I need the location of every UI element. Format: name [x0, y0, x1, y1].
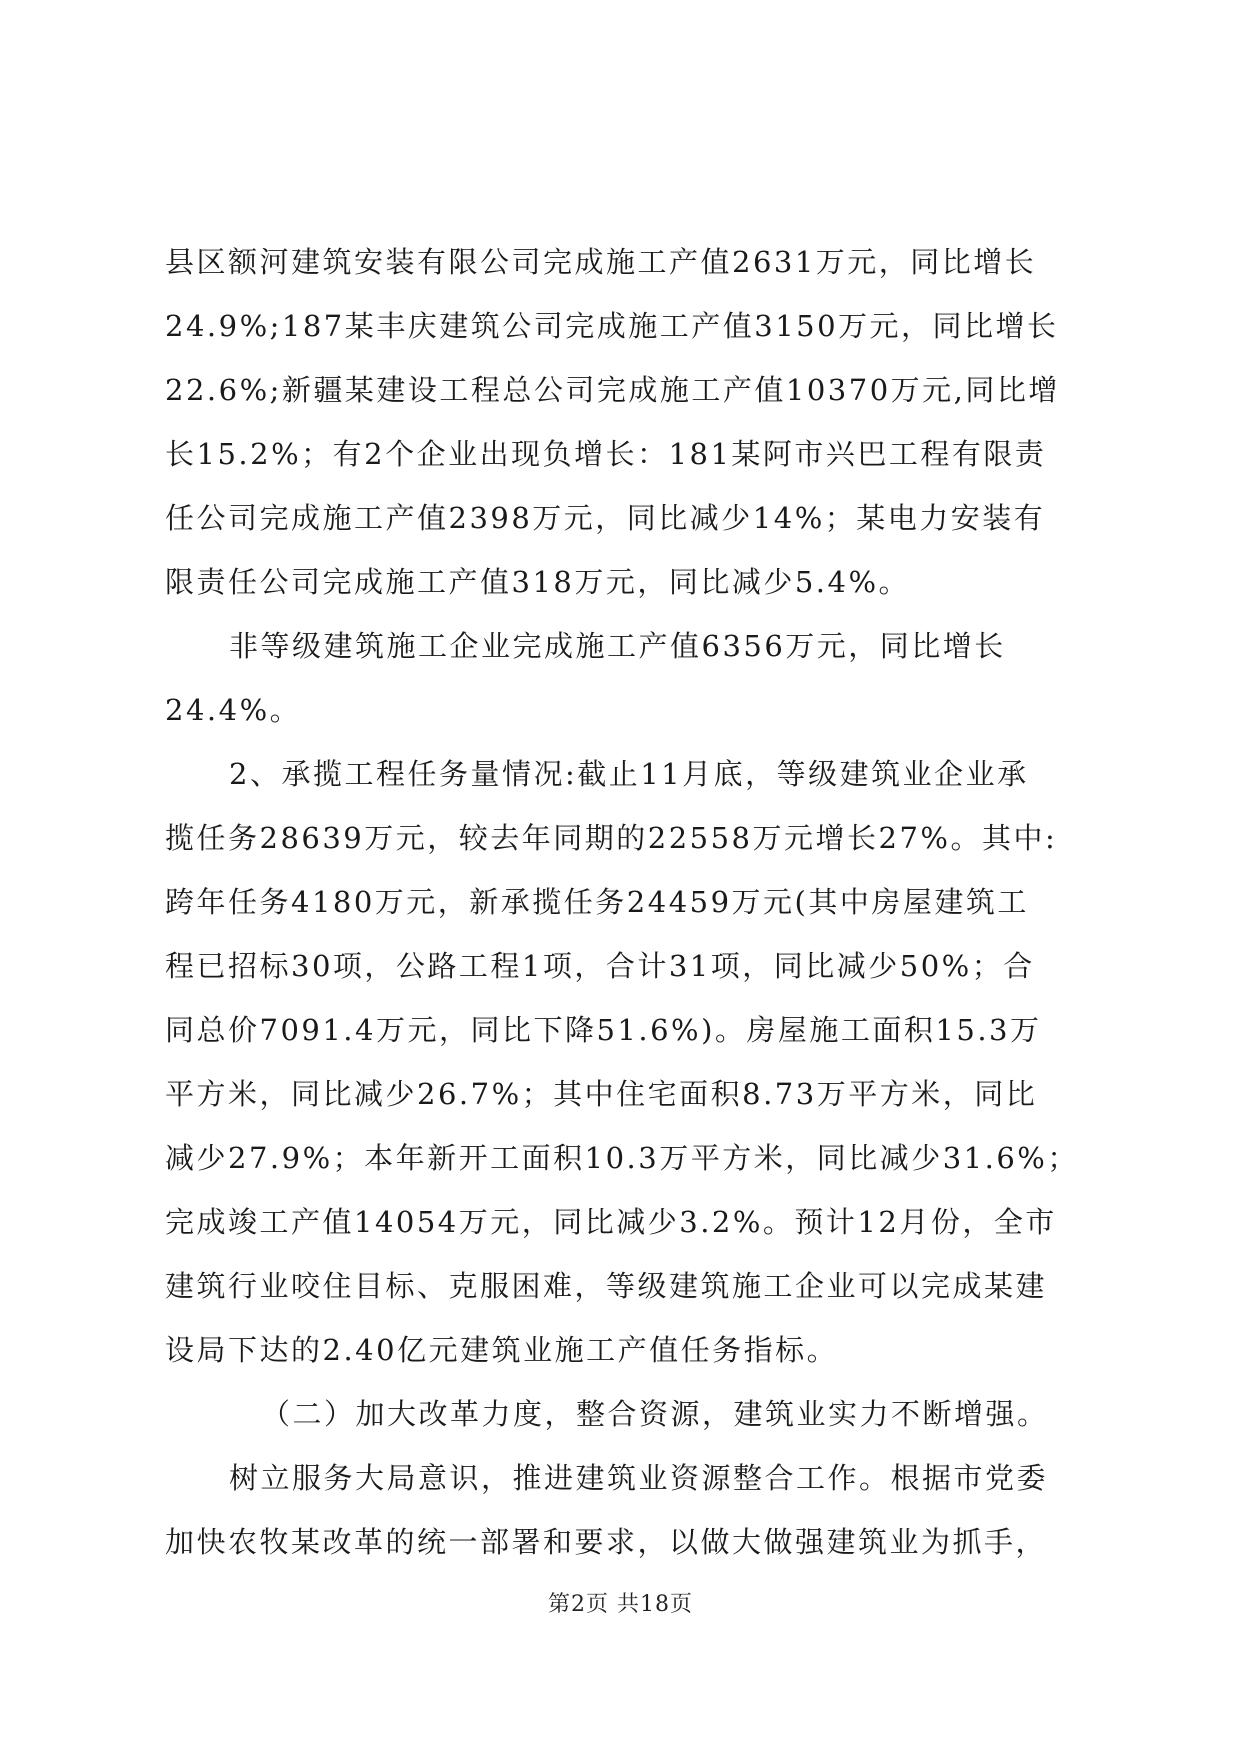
text-line: 长15.2%；有2个企业出现负增长：181某阿市兴巴工程有限责 — [165, 437, 1047, 471]
text-line: 减少27.9%；本年新开工面积10.3万平方米，同比减少31.6%； — [165, 1141, 1079, 1175]
document-body — [165, 230, 1079, 1574]
paragraph-first-line: 2、承揽工程任务量情况:截止11月底，等级建筑业企业承 — [229, 757, 1029, 791]
text-line: 县区额河建筑安装有限公司完成施工产值2631万元，同比增长 — [165, 245, 1037, 279]
text-line: 设局下达的2.40亿元建筑业施工产值任务指标。 — [165, 1333, 839, 1367]
paragraph-first-line: 树立服务大局意识，推进建筑业资源整合工作。根据市党委 — [229, 1461, 1049, 1495]
text-line: 加快农牧某改革的统一部署和要求，以做大做强建筑业为抓手， — [165, 1525, 1048, 1559]
section-heading: （二）加大改革力度，整合资源，建筑业实力不断增强。 — [261, 1397, 1049, 1431]
text-line: 24.4%。 — [165, 693, 302, 727]
text-line: 揽任务28639万元，较去年同期的22558万元增长27%。其中: — [165, 821, 1058, 855]
text-line: 22.6%;新疆某建设工程总公司完成施工产值10370万元,同比增 — [165, 373, 1060, 407]
text-line: 程已招标30项，公路工程1项，合计31项，同比减少50%；合 — [165, 949, 1035, 983]
text-line: 同总价7091.4万元，同比下降51.6%)。房屋施工面积15.3万 — [165, 1013, 1042, 1047]
paragraph-first-line: 非等级建筑施工企业完成施工产值6356万元，同比增长 — [229, 629, 1006, 663]
text-line: 24.9%;187某丰庆建筑公司完成施工产值3150万元，同比增长 — [165, 309, 1059, 343]
text-line: 平方米，同比减少26.7%；其中住宅面积8.73万平方米，同比 — [165, 1077, 1038, 1111]
text-line: 完成竣工产值14054万元，同比减少3.2%。预计12月份，全市 — [165, 1205, 1057, 1239]
text-line: 建筑行业咬住目标、克服困难，等级建筑施工企业可以完成某建 — [165, 1269, 1048, 1303]
text-line: 任公司完成施工产值2398万元，同比减少14%；某电力安装有 — [165, 501, 1046, 535]
text-line: 限责任公司完成施工产值318万元，同比减少5.4%。 — [165, 565, 911, 599]
page-number: 第2页 共18页 — [548, 1592, 693, 1617]
text-line: 跨年任务4180万元，新承揽任务24459万元(其中房屋建筑工 — [165, 885, 1029, 919]
